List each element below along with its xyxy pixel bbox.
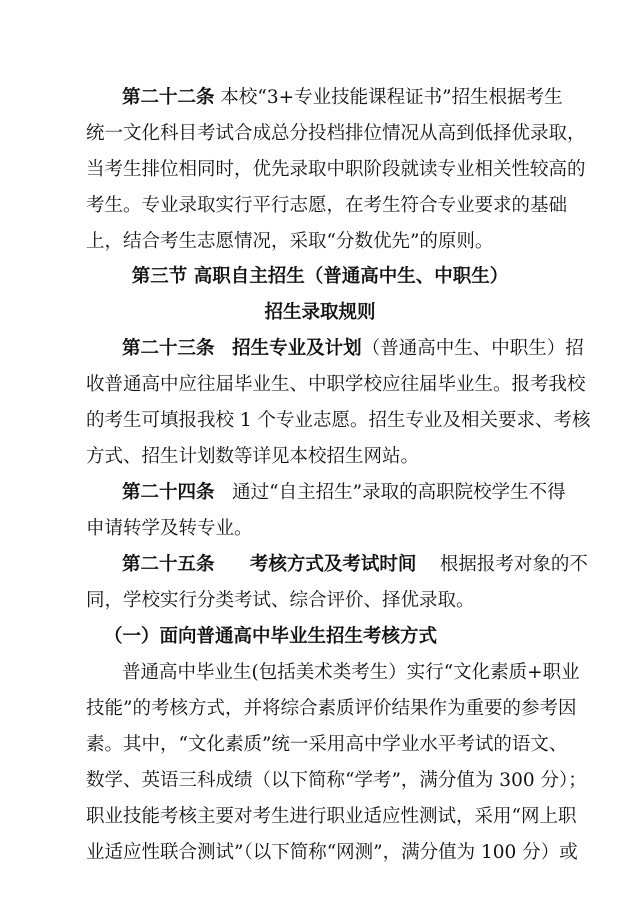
article-22-line-5: 上，结合考生志愿情况，采取“分数优先”的原则。	[86, 231, 494, 252]
subsection-1-line-2: 技能”的考核方式，并将综合素质评价结果作为重要的参考因	[86, 698, 577, 719]
article-22-line-2: 统一文化科目考试合成总分投档排位情况从高到低择优录取，	[86, 123, 586, 144]
article-22-line-3: 当考生排位相同时，优先录取中职阶段就读专业相关性较高的	[86, 159, 586, 180]
subsection-1-line-1: 普通高中毕业生(包括美术类考生）实行“文化素质+职业	[122, 662, 580, 683]
subsection-1-title: （一）面向普通高中毕业生招生考核方式	[104, 626, 438, 647]
article-25-line-1	[122, 553, 588, 577]
article-23-line-3: 的考生可填报我校 1 个专业志愿。招生专业及相关要求、考核	[86, 410, 591, 431]
subsection-1-line-5: 职业技能考核主要对考生进行职业适应性测试，采用“网上职	[86, 806, 577, 827]
article-22-heading: 第二十二条	[122, 87, 215, 108]
article-24-text: 通过“自主招生”录取的高职院校学生不得	[232, 482, 566, 503]
article-24-line-2: 申请转学及转专业。	[86, 518, 253, 539]
article-25-text: 根据报考对象的不	[439, 554, 588, 575]
article-23-heading: 第二十三条	[122, 338, 215, 359]
article-23-line-4: 方式、招生计划数等详见本校招生网站。	[86, 446, 420, 467]
section-3-title: 第三节 高职自主招生（普通高中生、中职生）	[131, 266, 509, 287]
article-25-line-2: 同，学校实行分类考试、综合评价、择优录取。	[86, 590, 475, 611]
article-25-bold-title: 考核方式及考试时间	[249, 554, 417, 575]
article-24-heading: 第二十四条	[122, 482, 215, 503]
subsection-1-line-6: 业适应性联合测试”（以下简称“网测”，满分值为 100 分）或	[86, 842, 578, 863]
article-23-line-1	[122, 337, 584, 361]
article-23-line-2: 收普通高中应往届毕业生、中职学校应往届毕业生。报考我校	[86, 374, 586, 395]
article-22-line-1	[122, 86, 563, 110]
article-23-text: （普通高中生、中职生）招	[361, 338, 584, 359]
subsection-1-line-4: 数学、英语三科成绩（以下简称“学考”，满分值为 300 分）；	[86, 770, 587, 791]
article-22-line-4: 考生。专业录取实行平行志愿，在考生符合专业要求的基础	[86, 195, 568, 216]
article-22-text: 本校“3+专业技能课程证书”招生根据考生	[220, 87, 563, 108]
article-23-bold-title: 招生专业及计划	[232, 338, 362, 359]
section-3-subtitle: 招生录取规则	[264, 302, 376, 323]
article-24-line-1	[122, 481, 566, 505]
subsection-1-line-3: 素。其中，“文化素质”统一采用高中学业水平考试的语文、	[86, 734, 568, 755]
article-25-heading: 第二十五条	[122, 554, 215, 575]
